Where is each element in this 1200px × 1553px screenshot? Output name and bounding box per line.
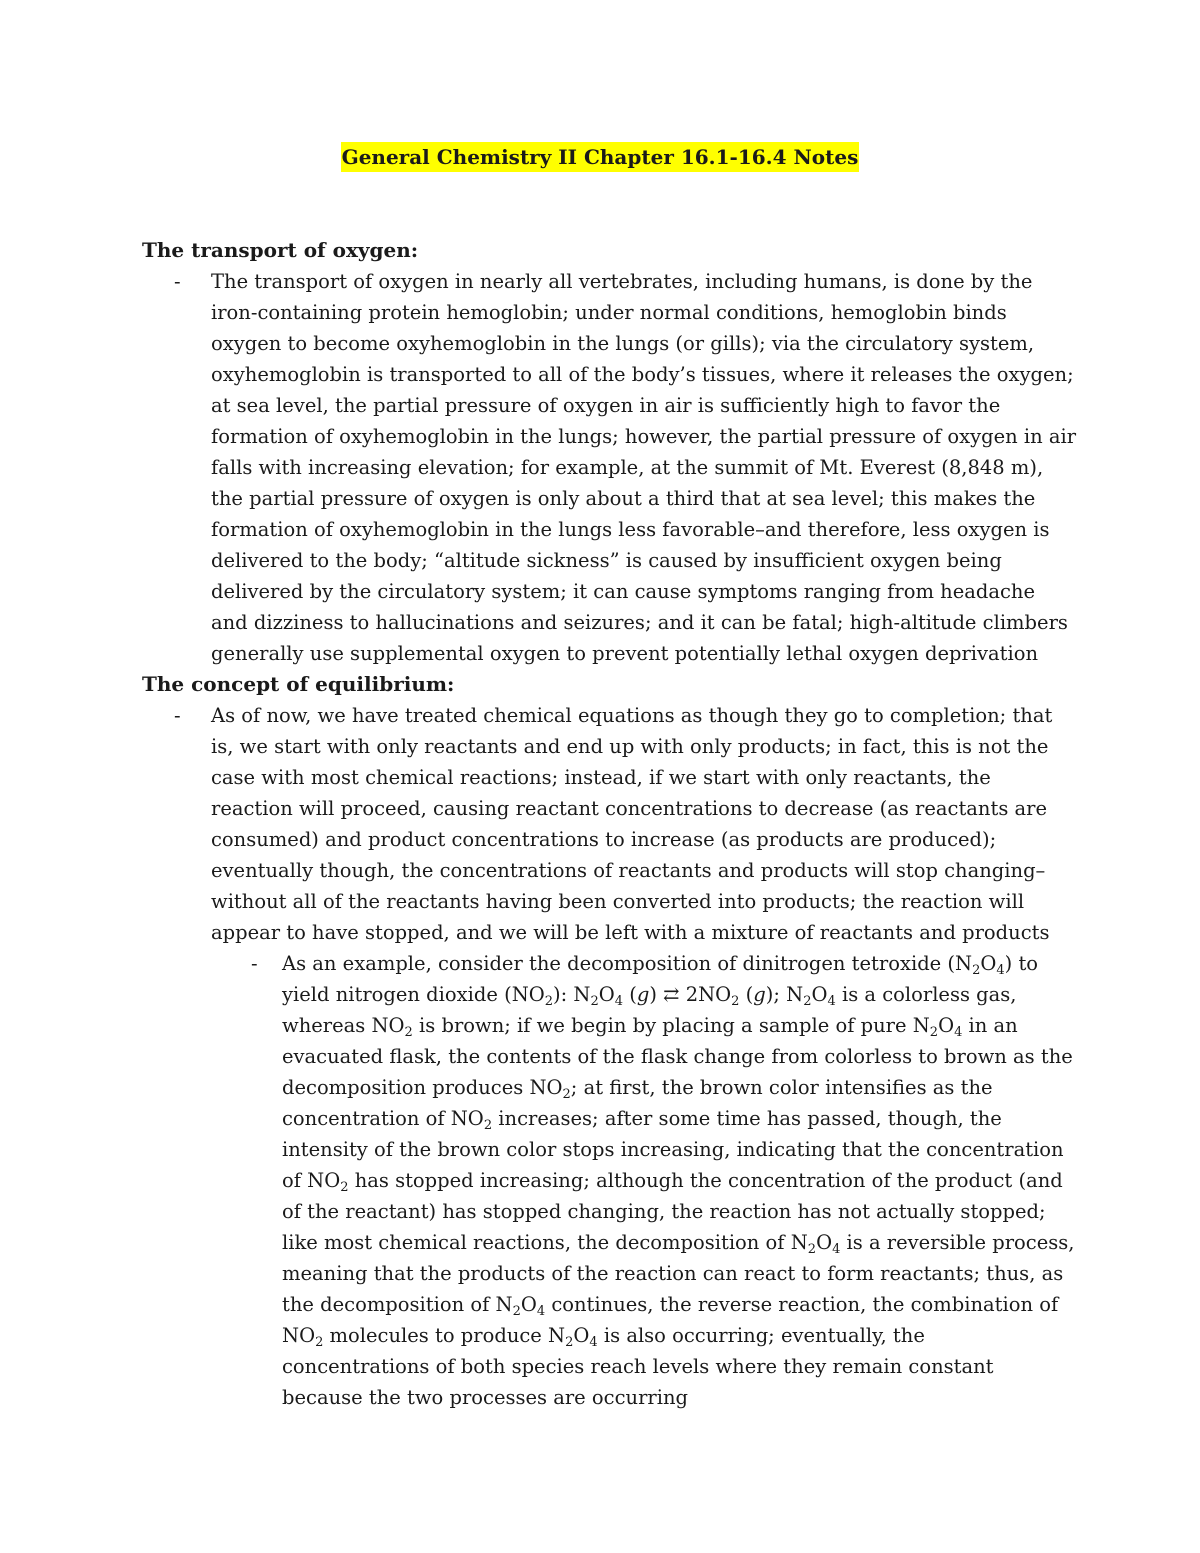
example-text: has stopped increasing; although the concentration of the product (and of the reactant) has stopped changing, the reaction has not actually stopped; like most chemical reactions, the decomposition of N bbox=[282, 1169, 1063, 1254]
list-item-example bbox=[142, 948, 1077, 1413]
transport-paragraph: The transport of oxygen in nearly all vertebrates, including humans, is done by the iron-containing protein hemoglobin; under normal conditions, hemoglobin binds oxygen to become oxyhemoglobin in the lungs (or gills); via the circulatory system, oxyhemoglobin is transported to all of the body’s tissues, where it releases the oxygen; at sea level, the partial pressure of oxygen in air is sufficiently high to favor the formation of oxyhemoglobin in the lungs; however, the partial pressure of oxygen in air falls with increasing elevation; for example, at the summit of Mt. Everest (8,848 m), the partial pressure of oxygen is only about a third that at sea level; this makes the formation of oxyhemoglobin in the lungs less favorable–and therefore, less oxygen is delivered to the body; “altitude sickness” is caused by insufficient oxygen being delivered by the circulatory system; it can cause symptoms ranging from headache and dizziness to hallucinations and seizures; and it can be fatal; high-altitude climbers generally use supplemental oxygen to prevent potentially lethal oxygen deprivation bbox=[211, 270, 1077, 665]
example-text: O bbox=[938, 1014, 955, 1037]
subscript: 4 bbox=[827, 994, 836, 1009]
bullet-dash: - bbox=[174, 704, 181, 727]
subscript: 4 bbox=[996, 963, 1005, 978]
subscript: 4 bbox=[589, 1335, 598, 1350]
subscript: 2 bbox=[483, 1118, 493, 1133]
subscript: 4 bbox=[614, 994, 624, 1009]
state-symbol: g bbox=[753, 983, 766, 1006]
example-text: ) to yield nitrogen dioxide (NO bbox=[282, 952, 1039, 1006]
example-text: O bbox=[816, 1231, 833, 1254]
subscript: 2 bbox=[803, 994, 812, 1009]
example-text: ( bbox=[623, 983, 637, 1006]
bullet-dash: - bbox=[174, 270, 181, 293]
example-text: O bbox=[811, 983, 828, 1006]
subscript: 4 bbox=[954, 1025, 963, 1040]
subscript: 2 bbox=[731, 994, 740, 1009]
subscript: 2 bbox=[544, 994, 554, 1009]
example-text: continues, the reverse reaction, the combination of NO bbox=[282, 1293, 1059, 1347]
example-text: O bbox=[520, 1293, 537, 1316]
subscript: 2 bbox=[590, 994, 599, 1009]
example-text: is a reversible process, meaning that the products of the reaction can react to form reactants; thus, as the decomposition of N bbox=[282, 1231, 1075, 1316]
subscript: 2 bbox=[404, 1025, 413, 1040]
subscript: 2 bbox=[562, 1087, 571, 1102]
section-heading-equilibrium: The concept of equilibrium: bbox=[142, 672, 455, 696]
example-text: O bbox=[573, 1324, 590, 1347]
example-text: O bbox=[598, 983, 615, 1006]
example-text: ( bbox=[739, 983, 754, 1006]
bullet-dash: - bbox=[251, 952, 258, 975]
example-text: ): N bbox=[553, 983, 591, 1006]
example-text: in an evacuated flask, the contents of the flask change from colorless to brown as the decomposition produces NO bbox=[282, 1014, 1073, 1099]
equilibrium-paragraph: As of now, we have treated chemical equations as though they go to completion; that is, we start with only reactants and end up with only products; in fact, this is not the case with most chemical reactions; instead, if we start with only reactants, the reaction will proceed, causing reactant concentrations to decrease (as reactants are consumed) and product concentrations to increase (as products are produced); eventually though, the concentrations of reactants and products will stop changing–without all of the reactants having been converted into products; the reaction will appear to have stopped, and we will be left with a mixture of reactants and products bbox=[211, 704, 1053, 944]
subscript: 2 bbox=[315, 1335, 324, 1350]
subscript: 2 bbox=[929, 1025, 939, 1040]
subscript: 2 bbox=[807, 1242, 817, 1257]
subscript: 2 bbox=[340, 1180, 349, 1195]
example-text: As an example, consider the decomposition of dinitrogen tetroxide (N bbox=[282, 952, 973, 975]
list-item-equilibrium bbox=[142, 700, 1077, 948]
subscript: 2 bbox=[972, 963, 981, 978]
example-text: molecules to produce N bbox=[323, 1324, 566, 1347]
subscript: 4 bbox=[536, 1304, 546, 1319]
example-text: increases; after some time has passed, though, the intensity of the brown color stops increasing, indicating that the concentration of NO bbox=[282, 1107, 1064, 1192]
section-heading-transport: The transport of oxygen: bbox=[142, 238, 419, 262]
example-text: is brown; if we begin by placing a sample of pure N bbox=[412, 1014, 930, 1037]
subscript: 2 bbox=[512, 1304, 521, 1319]
example-text: is a colorless gas, whereas NO bbox=[282, 983, 1017, 1037]
subscript: 2 bbox=[565, 1335, 574, 1350]
example-text: O bbox=[980, 952, 997, 975]
list-item-transport bbox=[142, 266, 1077, 669]
notes-body bbox=[142, 235, 1077, 1413]
example-text: ); N bbox=[765, 983, 804, 1006]
subscript: 4 bbox=[832, 1242, 841, 1257]
state-symbol: g bbox=[636, 983, 650, 1006]
example-text: ) ⇄ 2NO bbox=[649, 983, 732, 1006]
page-title: General Chemistry II Chapter 16.1-16.4 Notes bbox=[341, 142, 860, 172]
example-text: is also occurring; eventually, the concentrations of both species reach levels where they remain constant because the two processes are occurring bbox=[282, 1324, 994, 1409]
title-wrap bbox=[0, 142, 1200, 172]
example-paragraph bbox=[282, 948, 1077, 1413]
example-text: ; at first, the brown color intensifies as the concentration of NO bbox=[282, 1076, 993, 1130]
